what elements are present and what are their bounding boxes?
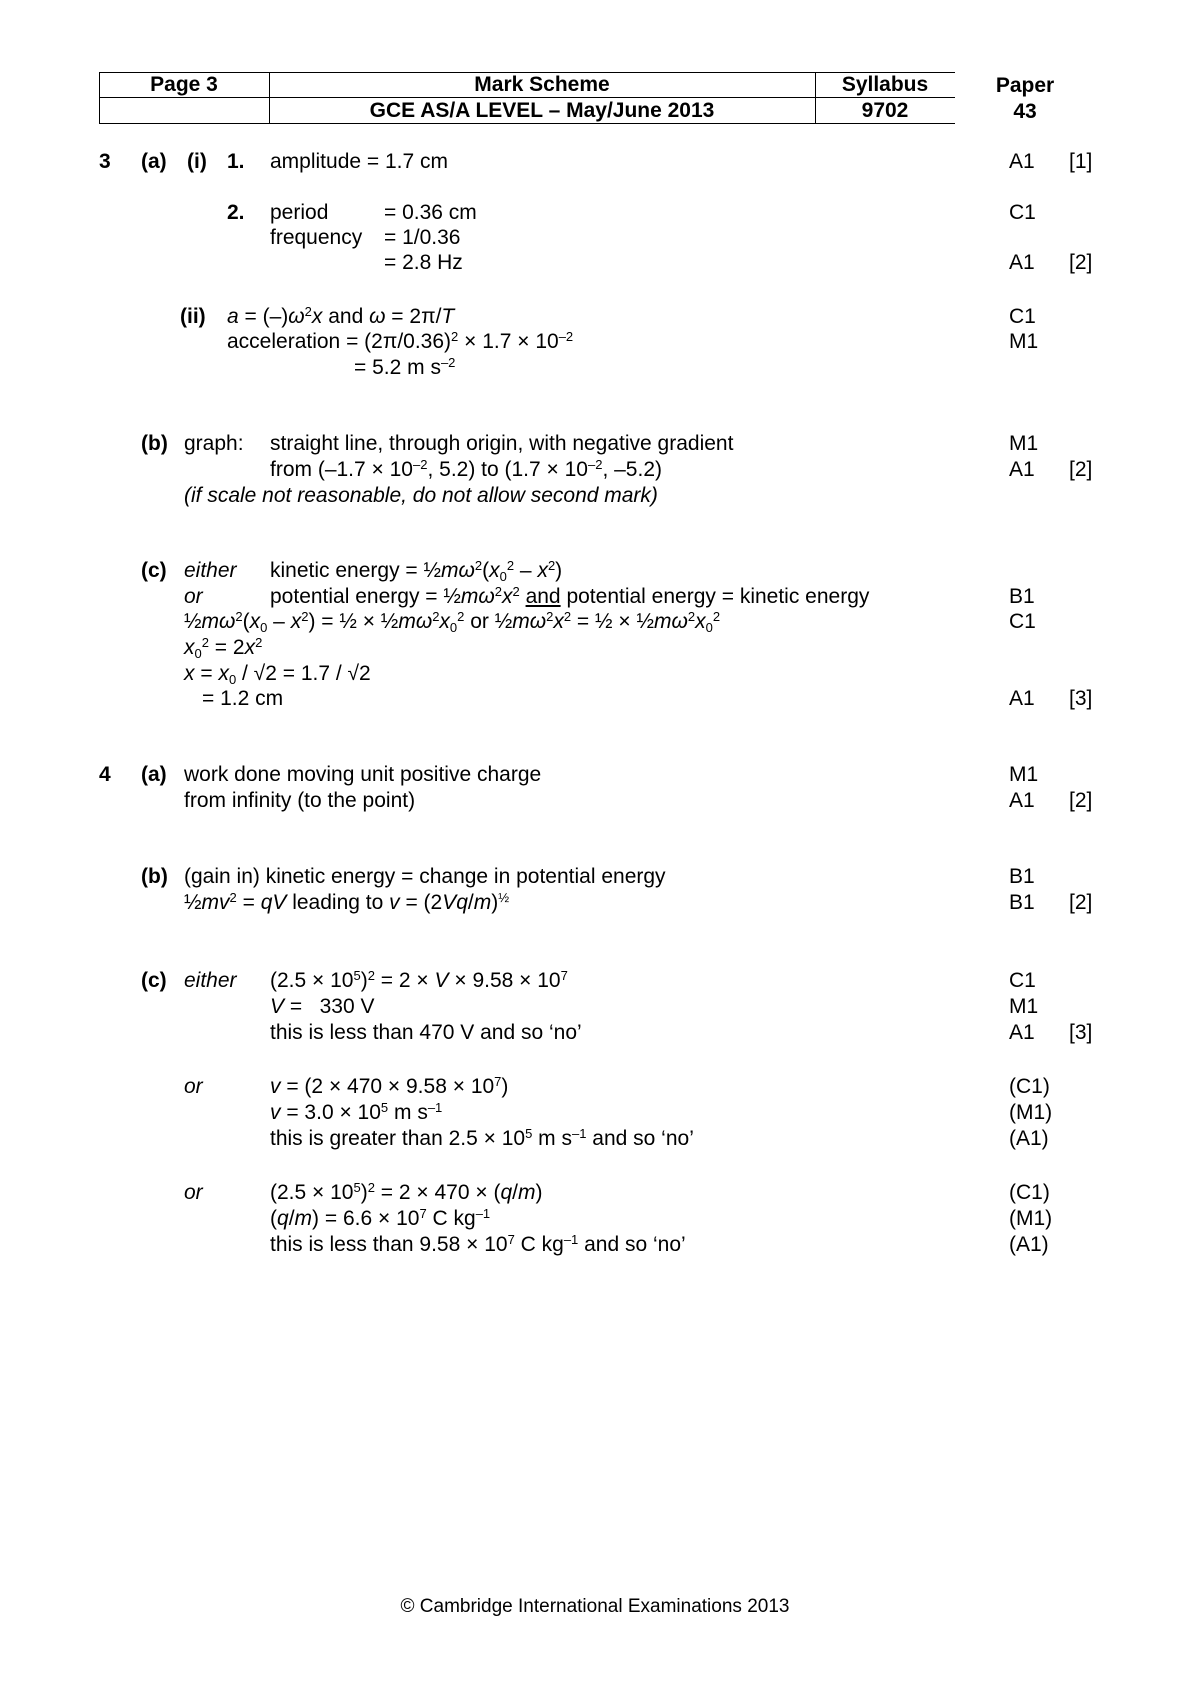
- mark-code: A1: [1009, 687, 1035, 710]
- mark-code: (M1): [1009, 1207, 1053, 1230]
- part-label: (c): [141, 969, 167, 992]
- page-number: Page 3: [150, 73, 218, 96]
- answer-line: straight line, through origin, with negative gradient: [270, 432, 734, 455]
- item-number: 1.: [227, 150, 245, 173]
- equation-line: V = 330 V: [270, 995, 375, 1018]
- mark-code: (A1): [1009, 1127, 1049, 1150]
- equation-line: $\frac{1}{2}mv^2$ = qV leading to $v = (2Vq/m)^{\frac{1}{2}}$: [184, 890, 510, 914]
- mark-code: B1: [1009, 585, 1035, 608]
- part-label: (c): [141, 559, 167, 582]
- mark-code: C1: [1009, 610, 1036, 633]
- answer-line: work done moving unit positive charge: [184, 763, 542, 786]
- syllabus-label: Syllabus: [841, 73, 929, 96]
- answer-value: = 1.2 cm: [202, 687, 284, 710]
- mark-total: [2]: [1069, 458, 1093, 481]
- answer-line: from ($-1.7 \times 10^{-2}$, 5.2) to ($1.7 \times 10^{-2}$, –5.2): [270, 457, 662, 481]
- equation-line: acceleration = $(2\pi/0.36)^2 \times 1.7 \times 10^{-2}$: [227, 329, 574, 353]
- copyright-footer: © Cambridge International Examinations 2013: [400, 1596, 790, 1617]
- equation-line: this is greater than $2.5 \times 10^5$ m $s^{-1}$ and so ‘no’: [270, 1126, 694, 1150]
- alternative-label: either: [184, 969, 237, 992]
- part-label: (b): [141, 865, 168, 888]
- answer-line: (gain in) kinetic energy = change in potential energy: [184, 865, 666, 888]
- question-number: 3: [99, 150, 111, 173]
- equation-line: $v = 3.0 \times 10^5$ m $s^{-1}$: [270, 1100, 443, 1124]
- equation-line: potential energy = $\frac{1}{2}m\omega^2x^2$ and potential energy = kinetic energy: [270, 584, 870, 608]
- equation-line: $(q/m) = 6.6 \times 10^7$ C $kg^{-1}$: [270, 1206, 491, 1230]
- answer-label: frequency: [270, 226, 363, 249]
- mark-code: A1: [1009, 251, 1035, 274]
- mark-total: [1]: [1069, 150, 1093, 173]
- equation-line: this is less than $9.58 \times 10^7$ C $kg^{-1}$ and so ‘no’: [270, 1232, 686, 1256]
- mark-code: M1: [1009, 432, 1039, 455]
- paper-code: 43: [1013, 100, 1037, 123]
- mark-code: M1: [1009, 995, 1039, 1018]
- mark-total: [3]: [1069, 1021, 1093, 1044]
- mark-total: [2]: [1069, 891, 1093, 914]
- equation-line: $(2.5 \times 10^5)^2 = 2 \times V \times 9.58 \times 10^7$: [270, 968, 568, 992]
- mark-code: A1: [1009, 1021, 1035, 1044]
- equation-line: $x_0^2 = 2x^2$: [184, 635, 263, 661]
- mark-code: B1: [1009, 865, 1035, 888]
- syllabus-code: 9702: [861, 99, 909, 122]
- part-label: (a): [141, 763, 167, 786]
- subpart-label: (ii): [180, 305, 206, 328]
- answer-label: graph:: [184, 432, 244, 455]
- answer-value: = 1/0.36: [384, 226, 461, 249]
- answer-line: amplitude = 1.7 cm: [270, 150, 449, 173]
- equation-line: = 5.2 m $s^{-2}$: [354, 355, 456, 379]
- mark-total: [3]: [1069, 687, 1093, 710]
- mark-code: B1: [1009, 891, 1035, 914]
- mark-code: M1: [1009, 330, 1039, 353]
- mark-code: (M1): [1009, 1101, 1053, 1124]
- equation-line: $a = (-)\omega^2x$ and ω = 2π/T: [227, 304, 455, 328]
- examiner-note: (if scale not reasonable, do not allow second mark): [184, 484, 658, 507]
- document-title: Mark Scheme: [474, 73, 610, 96]
- item-number: 2.: [227, 201, 245, 224]
- mark-code: (A1): [1009, 1233, 1049, 1256]
- answer-line: this is less than 470 V and so ‘no’: [270, 1021, 582, 1044]
- answer-value: = 2.8 Hz: [384, 251, 463, 274]
- exam-series: GCE AS/A LEVEL – May/June 2013: [369, 99, 715, 122]
- subpart-label: (i): [187, 150, 207, 173]
- mark-code: (C1): [1009, 1075, 1050, 1098]
- question-number: 4: [99, 763, 111, 786]
- part-label: (b): [141, 432, 168, 455]
- alternative-label: or: [184, 585, 203, 608]
- part-label: (a): [141, 150, 167, 173]
- mark-code: (C1): [1009, 1181, 1050, 1204]
- mark-code: A1: [1009, 458, 1035, 481]
- mark-code: A1: [1009, 789, 1035, 812]
- mark-total: [2]: [1069, 789, 1093, 812]
- equation-line: $v = (2 \times 470 \times 9.58 \times 10^7)$: [270, 1074, 509, 1098]
- equation-line: $x = x_0 / √2 = 1.7 / √2$: [184, 662, 371, 687]
- equation-line: $(2.5 \times 10^5)^2 = 2 \times 470 \times (q/m)$: [270, 1180, 543, 1204]
- equation-line: $\frac{1}{2}m\omega^2(x_0 - x^2)$ = ½ × $\frac{1}{2}m\omega^2x_0^2$ or $\frac{1}{2}m\omega^2x^2$ = ½ × $\frac{1}{2}m\omega^2x_0^2$: [184, 609, 721, 635]
- answer-label: period: [270, 201, 329, 224]
- mark-code: C1: [1009, 969, 1036, 992]
- answer-line: from infinity (to the point): [184, 789, 416, 812]
- mark-code: M1: [1009, 763, 1039, 786]
- mark-code: C1: [1009, 305, 1036, 328]
- mark-code: A1: [1009, 150, 1035, 173]
- mark-code: C1: [1009, 201, 1036, 224]
- equation-line: kinetic energy = $\frac{1}{2}m\omega^2(x_0^2 - x^2)$: [270, 558, 563, 584]
- alternative-label: or: [184, 1181, 203, 1204]
- paper-label: Paper: [995, 74, 1055, 97]
- alternative-label: either: [184, 559, 237, 582]
- header-table: [99, 72, 955, 124]
- answer-value: = 0.36 cm: [384, 201, 477, 224]
- alternative-label: or: [184, 1075, 203, 1098]
- mark-total: [2]: [1069, 251, 1093, 274]
